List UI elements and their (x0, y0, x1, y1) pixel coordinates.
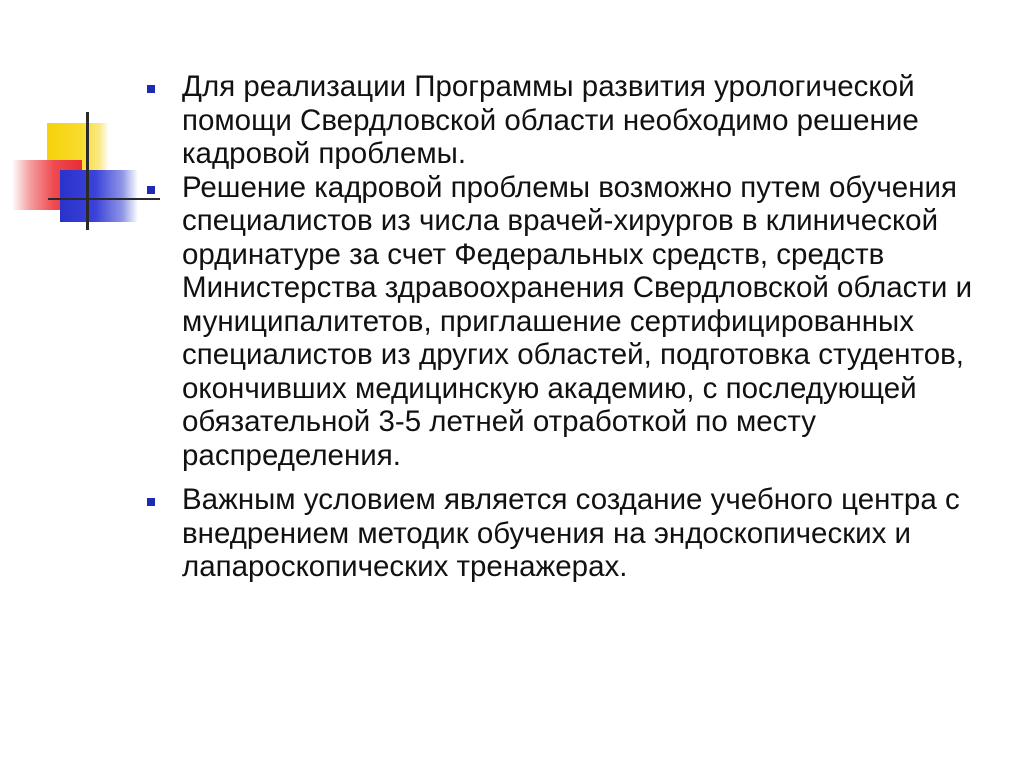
bullet-item (140, 70, 1000, 171)
bullet-item (140, 483, 1000, 584)
bullet-text: Решение кадровой проблемы возможно путем обучения специалистов из числа врачей-хирургов в клинической ординатуре за счет Федеральных средств, средств Министерства здравоохранения Свердловской области и муниципалитетов, приглашение сертифицированных специалистов из других областей, подготовка студентов, окончивших медицинскую академию, с последующей обязательной 3-5 летней отработкой по месту распределения. (182, 170, 973, 472)
bullet-text: Для реализации Программы развития урологической помощи Свердловской области необходимо решение кадровой проблемы. (182, 70, 919, 170)
square-bullet-icon (147, 186, 155, 194)
decorative-squares-logo (0, 0, 160, 240)
bullet-text: Важным условием является создание учебного центра с внедрением методик обучения на эндоскопических и лапароскопических тренажерах. (182, 483, 960, 583)
blue-square-shape (60, 170, 138, 222)
square-bullet-icon (147, 498, 155, 506)
square-bullet-icon (147, 85, 155, 93)
bullet-item (140, 171, 1000, 473)
bullet-list (140, 70, 1000, 595)
vertical-line-shape (86, 112, 89, 230)
